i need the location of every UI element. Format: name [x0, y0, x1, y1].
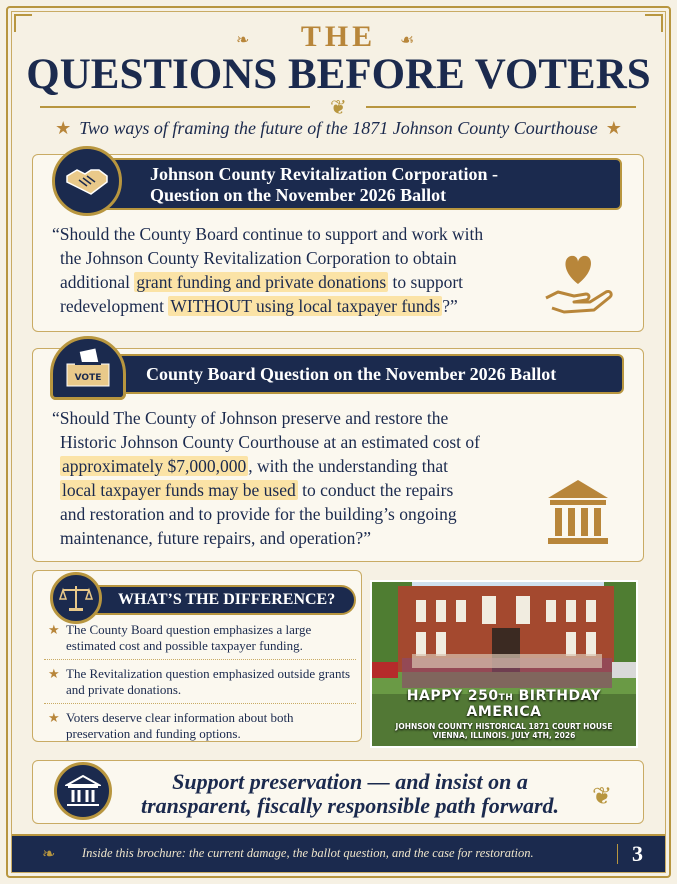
svg-text:VOTE: VOTE	[74, 373, 102, 383]
ballot-box-icon	[63, 348, 113, 388]
columns-badge	[54, 762, 112, 820]
star-icon: ★	[55, 118, 72, 138]
swirl-ornament-icon: ☙	[400, 30, 415, 49]
difference-banner: WHAT’S THE DIFFERENCE?	[80, 585, 356, 615]
highlight-taxpayer-funds: local taxpayer funds may be used	[62, 480, 296, 500]
swirl-ornament-icon: ❦	[592, 782, 613, 810]
cta-text: Support preservation — and insist on a transparent, fiscally responsible path forward.	[140, 769, 560, 818]
star-icon: ★	[605, 118, 622, 138]
footer-separator	[617, 844, 618, 864]
handshake-badge	[52, 146, 122, 216]
page-subtitle: ★ Two ways of framing the future of the 1871 Johnson County Courthouse ★	[55, 118, 622, 138]
fleur-ornament-icon: ❦	[330, 95, 347, 119]
handshake-icon	[65, 166, 109, 196]
columns-icon	[65, 773, 101, 809]
question-banner-county-board: County Board Question on the November 2026 Ballot	[118, 354, 624, 394]
swirl-ornament-icon: ❧	[42, 844, 56, 863]
footer-text: Inside this brochure: the current damage, the ballot question, and the case for restoration.	[82, 846, 534, 860]
list-item: ★ Voters deserve clear information about both preservation and funding options.	[48, 710, 294, 741]
footer-bar	[12, 834, 665, 872]
question-text-revitalization: “Should the County Board continue to support and work with the Johnson County Revitalization Corporation to obtain additional grant funding and private donations to support redevelopment WITHOUT using local taxpayer funds ?”	[52, 224, 484, 316]
highlight-grants: grant funding and private donations	[136, 272, 387, 292]
swirl-ornament-icon: ❧	[236, 30, 250, 49]
page-title: QUESTIONS BEFORE VOTERS	[26, 51, 651, 98]
list-item: ★ The County Board question emphasizes a large estimated cost and possible taxpayer funding.	[44, 622, 356, 660]
star-icon: ★	[48, 622, 60, 637]
star-icon: ★	[48, 666, 60, 681]
list-item: ★ The Revitalization question emphasized outside grants and private donations.	[44, 666, 356, 704]
star-icon: ★	[48, 710, 60, 725]
divider	[40, 106, 310, 108]
difference-list	[44, 622, 356, 753]
heart-hand-icon	[540, 244, 616, 320]
highlight-cost: approximately $7,000,000	[62, 456, 247, 476]
page-kicker: THE	[300, 20, 377, 53]
photo-caption: HAPPY 250TH BIRTHDAY AMERICA JOHNSON COUNTY HISTORICAL 1871 COURT HOUSE VIENNA, ILLINOIS. JULY 4TH, 2026	[395, 688, 613, 740]
question-banner-revitalization: Johnson County Revitalization Corporation - Question on the November 2026 Ballot	[92, 158, 622, 210]
page-number: 3	[632, 841, 643, 866]
courthouse-icon	[544, 476, 612, 548]
question-text-county-board: “Should The County of Johnson preserve and restore the Historic Johnson County Courthouse at an estimated cost of approximately $7,000,000 , with the understanding that local taxpayer funds may be used to conduct the repairs and restoration and to provide for the building’s ongoing maintenance, future repairs, and operation?”	[52, 408, 480, 548]
scales-icon	[59, 583, 93, 613]
courthouse-photo	[370, 580, 638, 748]
divider	[366, 106, 636, 108]
highlight-no-taxpayer: WITHOUT using local taxpayer funds	[170, 296, 441, 316]
scales-badge	[50, 572, 102, 624]
